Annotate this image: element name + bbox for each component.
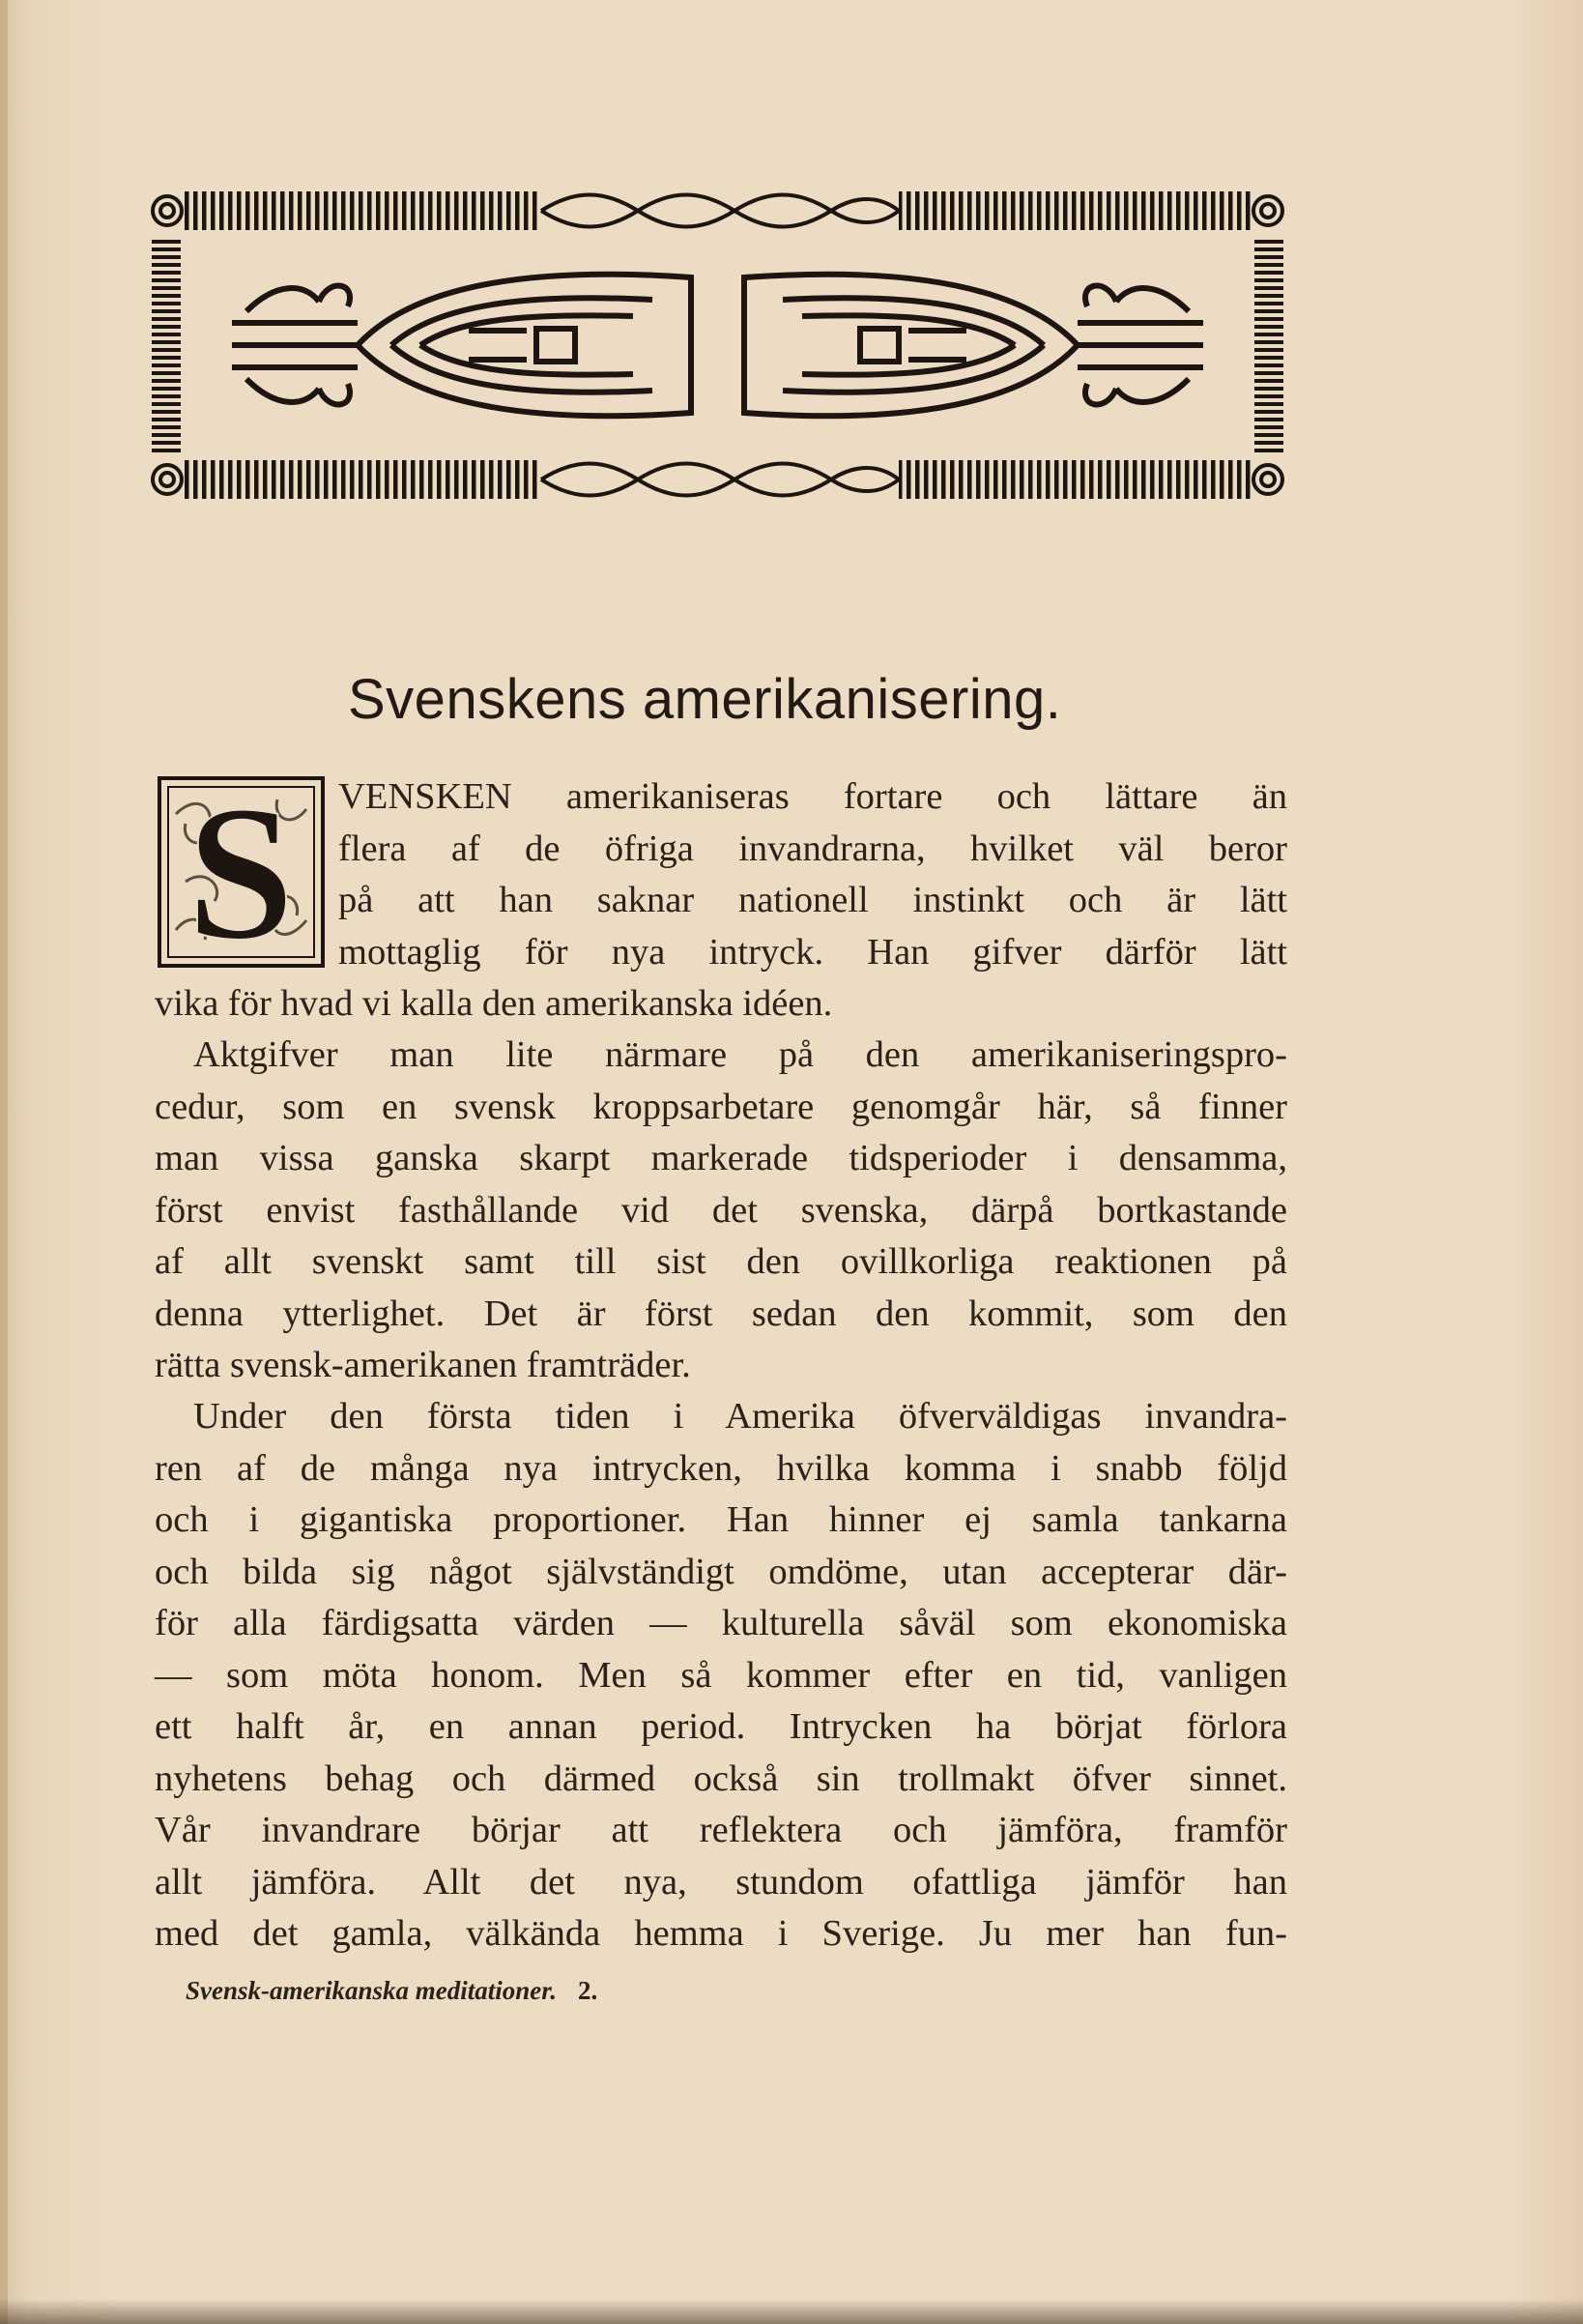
- text-line: och bilda sig något självständigt omdöme, utan accepterar där-: [155, 1551, 1287, 1592]
- paragraph-1-rest: [155, 978, 1287, 1031]
- text-line: vika för hvad vi kalla den amerikanska idéen.: [155, 983, 833, 1024]
- text-line: man vissa ganska skarpt markerade tidsperioder i densamma,: [155, 1138, 1287, 1178]
- paragraph-3: [155, 1391, 1287, 1961]
- drop-cap-s-ornament: [157, 775, 326, 969]
- footer-signature-text: Svensk-amerikanska meditationer.: [186, 1976, 558, 2005]
- paragraph-1-lead: [338, 771, 1287, 978]
- sheet-number: 2.: [578, 1976, 598, 2005]
- text-line: denna ytterlighet. Det är först sedan den kommit, som den: [155, 1293, 1287, 1334]
- text-line: mottaglig för nya intryck. Han gifver därför lätt: [338, 931, 1287, 973]
- paragraph-2: [155, 1030, 1287, 1392]
- text-line: för alla färdigsatta värden — kulturella såväl som ekonomiska: [155, 1603, 1287, 1643]
- svg-text:S: S: [187, 775, 295, 969]
- page-gutter: [0, 0, 8, 2324]
- chapter-title: Svenskens amerikanisering.: [348, 668, 1062, 731]
- text-line: VENSKEN amerikaniseras fortare och lättare än: [338, 776, 1287, 817]
- decorative-banner: [150, 186, 1285, 505]
- page-footer-signature: [186, 1976, 597, 2006]
- text-line: — som möta honom. Men så kommer efter en tid, vanligen: [155, 1654, 1287, 1696]
- text-line: allt jämföra. Allt det nya, stundom ofattliga jämför han: [155, 1861, 1287, 1903]
- text-line: Under den första tiden i Amerika öfverväldigas invandra-: [193, 1396, 1287, 1437]
- text-line: Aktgifver man lite närmare på den amerikaniseringspro-: [193, 1034, 1287, 1075]
- text-line: flera af de öfriga invandrarna, hvilket väl beror: [338, 828, 1287, 869]
- text-line: cedur, som en svensk kroppsarbetare genomgår här, så finner: [155, 1086, 1287, 1127]
- text-line: och i gigantiska proportioner. Han hinner ej samla tankarna: [155, 1499, 1287, 1540]
- text-line: på att han saknar nationell instinkt och är lätt: [338, 880, 1287, 920]
- text-line: först envist fasthållande vid det svenska, därpå bortkastande: [155, 1189, 1287, 1231]
- text-line: med det gamla, välkända hemma i Sverige. Ju mer han fun-: [155, 1913, 1287, 1954]
- text-line: ren af de många nya intrycken, hvilka komma i snabb följd: [155, 1447, 1287, 1489]
- page-bottom-shadow: [0, 2299, 1583, 2324]
- text-line: Vår invandrare börjar att reflektera och jämföra, framför: [155, 1810, 1287, 1850]
- text-line: rätta svensk-amerikanen framträder.: [155, 1345, 691, 1385]
- text-line: ett halft år, en annan period. Intrycken ha börjat förlora: [155, 1706, 1287, 1747]
- text-line: nyhetens behag och därmed också sin trollmakt öfver sinnet.: [155, 1758, 1287, 1799]
- text-line: af allt svenskt samt till sist den ovillkorliga reaktionen på: [155, 1241, 1287, 1282]
